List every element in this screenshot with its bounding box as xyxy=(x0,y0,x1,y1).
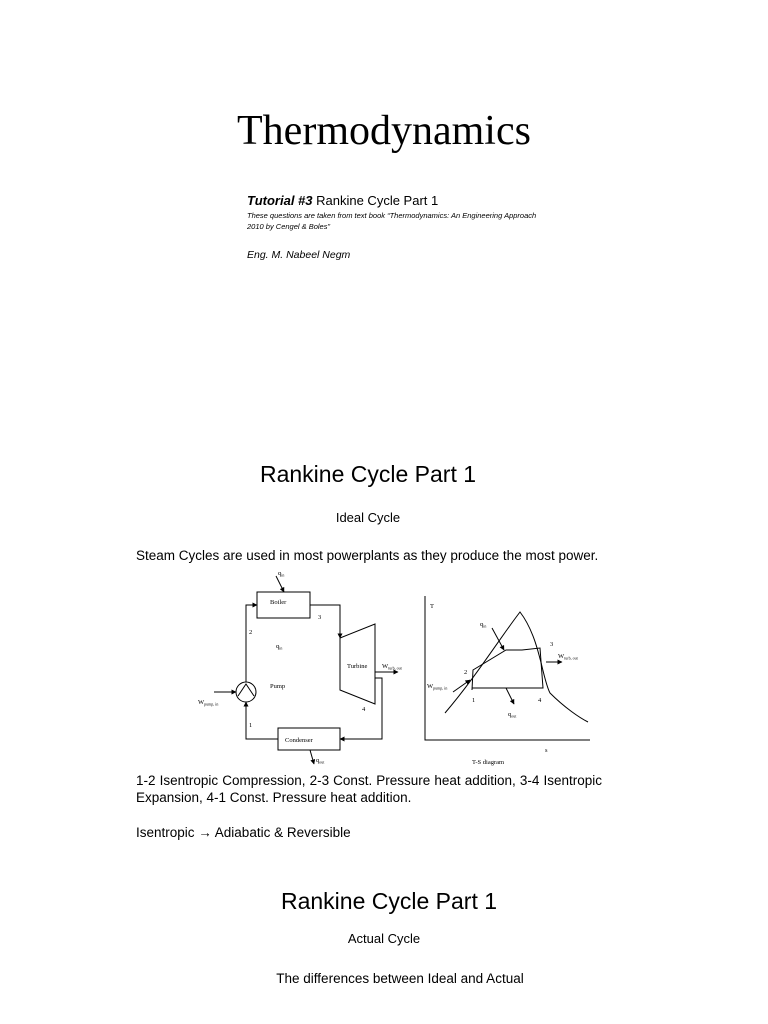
ts-q-out-arrow xyxy=(506,688,514,704)
cycle-schematic xyxy=(214,576,398,764)
ts-state-4-label: 4 xyxy=(538,697,542,704)
w-turb-label: $W_{turb, out}$ xyxy=(382,663,402,671)
ts-q-in-label: $q_{in}$ xyxy=(480,621,487,629)
pipe-4-condenser xyxy=(340,678,382,739)
turbine-label: Turbine xyxy=(347,663,368,670)
q-out-arrow xyxy=(310,750,314,764)
pump-circle xyxy=(236,682,256,702)
slide2-subtitle: Actual Cycle xyxy=(347,931,421,946)
saturation-dome xyxy=(445,612,588,722)
ts-w-turb-label: $W_{turb, out}$ xyxy=(558,653,578,661)
slide2-title: Rankine Cycle Part 1 xyxy=(280,888,498,914)
tutorial-heading xyxy=(247,192,438,209)
ts-state-3-label: 3 xyxy=(550,641,554,648)
state-1-label: 1 xyxy=(249,722,253,729)
q-in-arrow xyxy=(276,576,284,592)
ts-q-in-arrow xyxy=(492,628,504,650)
author-name: Eng. M. Nabeel Negm xyxy=(247,249,351,261)
slide1-process-steps: 1-2 Isentropic Compression, 2-3 Const. Pressure heat addition, 3-4 Isentropic Expansion, 4-1 Const. Pressure heat addition. xyxy=(136,773,602,805)
pipe-3-turbine xyxy=(310,605,340,638)
ts-diagram xyxy=(425,596,590,740)
slide1-title: Rankine Cycle Part 1 xyxy=(259,461,477,487)
pipe-1-pump xyxy=(246,702,278,739)
state-3-label: 3 xyxy=(318,614,322,621)
pump-impeller xyxy=(238,684,254,696)
ts-state-2-label: 2 xyxy=(464,669,468,676)
ts-s-axis-label: s xyxy=(545,747,548,754)
q-in-mid-label: $q_{in}$ xyxy=(276,643,283,651)
boiler-label: Boiler xyxy=(270,599,287,606)
cycle-path xyxy=(472,648,543,690)
ts-axes xyxy=(425,596,590,740)
ts-t-axis-label: T xyxy=(430,603,434,610)
w-pump-label: $W_{pump, in}$ xyxy=(198,699,219,707)
slide1-paragraph: Steam Cycles are used in most powerplants as they produce the most power. xyxy=(136,548,599,563)
slide2-paragraph: The differences between Ideal and Actual xyxy=(276,971,524,986)
document-title: Thermodynamics xyxy=(237,108,531,154)
ts-q-out-label: $q_{out}$ xyxy=(508,711,517,719)
q-out-label: $q_{out}$ xyxy=(316,757,325,765)
rankine-cycle-diagram xyxy=(190,568,610,768)
tutorial-number: Tutorial #3 xyxy=(247,193,313,208)
slide1-isentropic-note: Isentropic → Adiabatic & Reversible xyxy=(136,825,351,840)
pump-label: Pump xyxy=(270,683,286,690)
state-4-label: 4 xyxy=(362,706,366,713)
ts-w-pump-label: $W_{pump, in}$ xyxy=(427,683,448,691)
slide1-subtitle: Ideal Cycle xyxy=(335,510,401,525)
state-2-label: 2 xyxy=(249,629,253,636)
ts-caption: T-S diagram xyxy=(472,759,505,766)
condenser-label: Condenser xyxy=(285,737,313,744)
ts-w-pump-arrow xyxy=(453,680,470,692)
pipe-2-3 xyxy=(246,605,257,682)
ts-state-1-label: 1 xyxy=(472,697,476,704)
tutorial-topic: Rankine Cycle Part 1 xyxy=(312,193,439,208)
q-in-label: $q_{in}$ xyxy=(278,570,285,578)
source-note: These questions are taken from text book “Thermodynamics: An Engineering Approach 2010 by Cengel & Boles” xyxy=(247,211,537,231)
